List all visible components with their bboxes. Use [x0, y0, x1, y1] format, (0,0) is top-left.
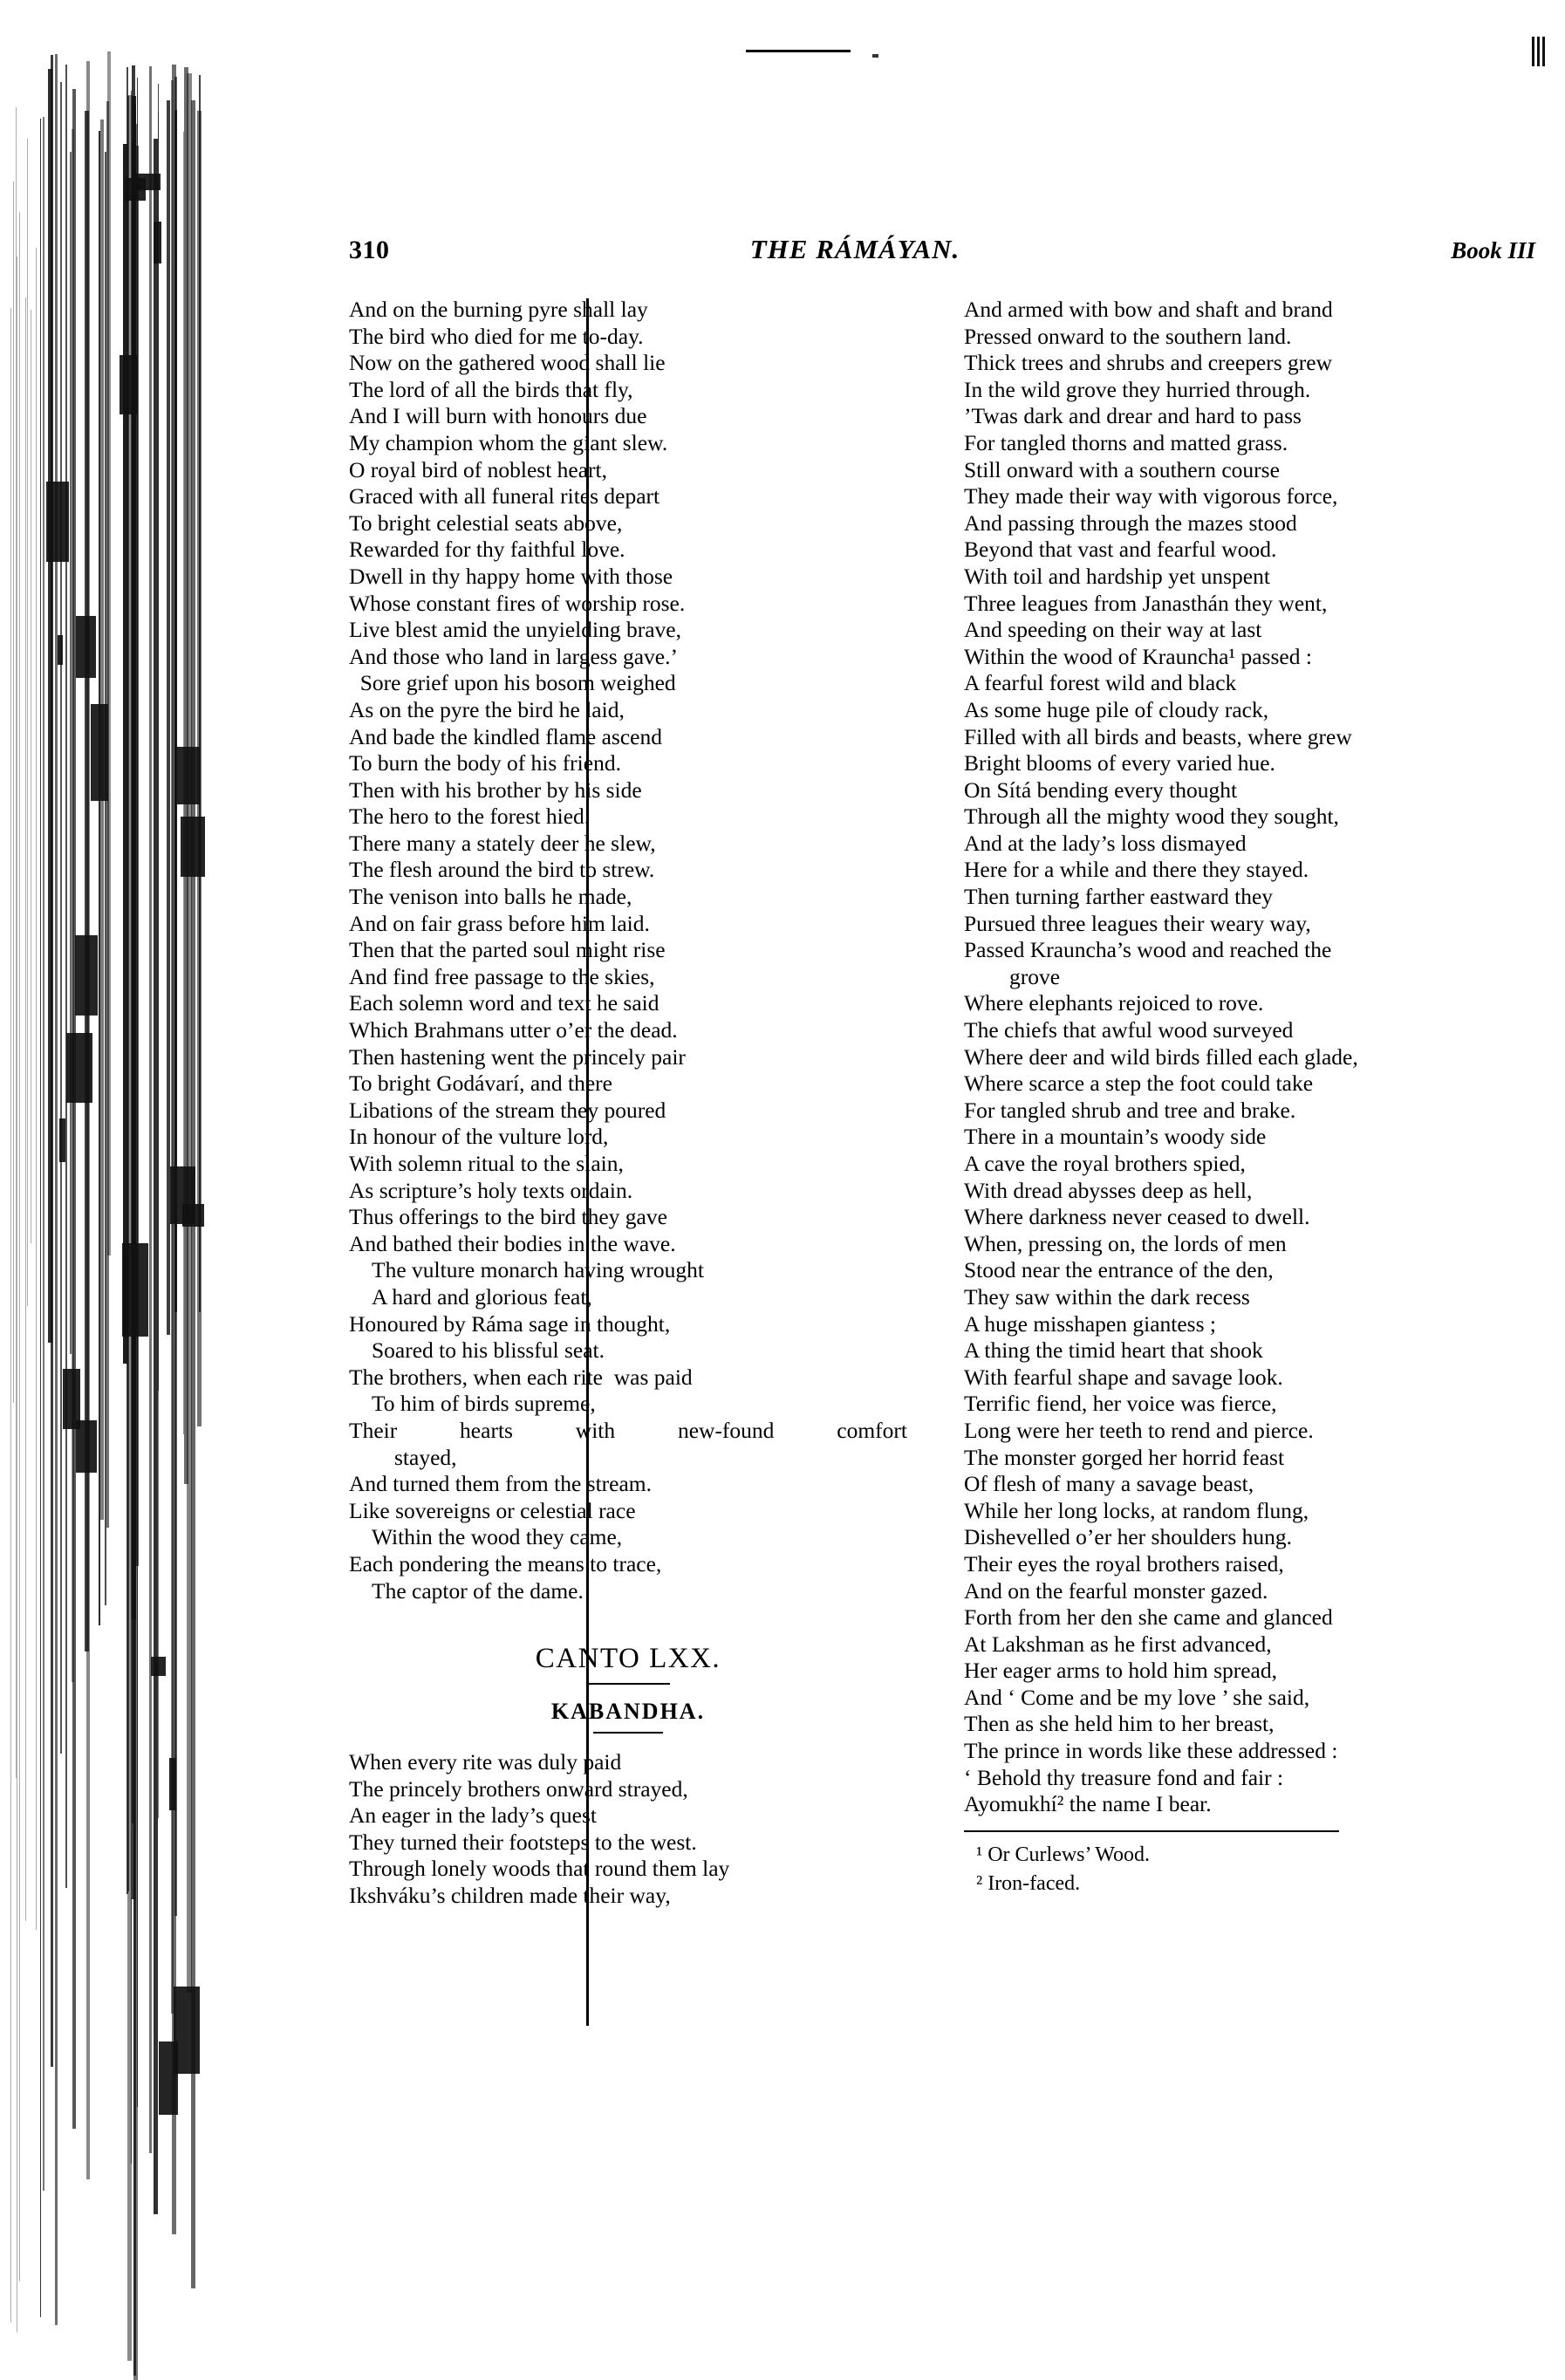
verse-line: For tangled thorns and matted grass. — [964, 429, 1288, 455]
verse-line: With dread abysses deep as hell, — [964, 1177, 1253, 1203]
verse-line: ‘ Behold thy treasure fond and fair : — [964, 1764, 1284, 1790]
verse-line: Sore grief upon his bosom weighed — [349, 670, 676, 696]
verse-line: While her long locks, at random flung, — [964, 1497, 1309, 1523]
verse-group-indented — [349, 1578, 907, 1605]
verse-line: Of flesh of many a savage beast, — [964, 1471, 1254, 1497]
verse-line: As some huge pile of cloudy rack, — [964, 696, 1269, 722]
running-title: THE RÁMÁYAN. — [749, 234, 960, 264]
verse-line: The chiefs that awful wood surveyed — [964, 1017, 1294, 1043]
verse-line: For tangled shrub and tree and brake. — [964, 1097, 1296, 1123]
verse-line: In the wild grove they hurried through. — [964, 376, 1311, 402]
verse-line: Their eyes the royal brothers raised, — [964, 1550, 1284, 1576]
verse-group-indented — [349, 1524, 907, 1551]
verse-line: There in a mountain’s woody side — [964, 1124, 1267, 1150]
verse-line: The princely brothers onward strayed, — [349, 1775, 688, 1802]
verse-line: And I will burn with honours due — [349, 403, 647, 429]
verse-line: To bright Godávarí, and there — [349, 1070, 612, 1097]
verse-line: The lord of all the birds that fly, — [349, 376, 633, 402]
verse-line: In honour of the vulture lord, — [349, 1124, 609, 1150]
verse-line: grove — [1009, 963, 1061, 989]
verse-line: A huge misshapen giantess ; — [964, 1310, 1216, 1337]
verse-group — [964, 990, 1544, 1817]
verse-line: And turned them from the stream. — [349, 1471, 652, 1497]
verse-line: Then that the parted soul might rise — [349, 937, 666, 963]
verse-line: And ‘ Come and be my love ’ she said, — [964, 1684, 1310, 1710]
verse-line: And those who land in largess gave.’ — [349, 643, 678, 669]
verse-line: A cave the royal brothers spied, — [964, 1151, 1246, 1176]
verse-line: Libations of the stream they poured — [349, 1097, 666, 1123]
verse-line: Her eager arms to hold him spread, — [964, 1658, 1278, 1684]
verse-line: Three leagues from Janasthán they went, — [964, 590, 1328, 616]
verse-line: Where deer and wild birds filled each glade, — [964, 1043, 1358, 1070]
verse-line: Honoured by Ráma sage in thought, — [349, 1310, 671, 1337]
canto-heading-block — [349, 1643, 907, 1734]
verse-line: Ayomukhí² the name I bear. — [964, 1791, 1212, 1817]
verse-line: And passing through the mazes stood — [964, 510, 1297, 536]
verse-line: Then with his brother by his side — [349, 776, 642, 803]
verse-line: They saw within the dark recess — [964, 1283, 1250, 1310]
verse-line: Pursued three leagues their weary way, — [964, 910, 1311, 936]
verse-line: Where darkness never ceased to dwell. — [964, 1204, 1310, 1230]
verse-line: Thick trees and shrubs and creepers grew — [964, 350, 1332, 376]
column-left — [349, 297, 907, 1910]
verse-line: ’Twas dark and drear and hard to pass — [964, 403, 1302, 429]
verse-line: Still onward with a southern course — [964, 456, 1280, 482]
verse-line: Whose constant fires of worship rose. — [349, 590, 686, 616]
verse-group — [349, 1311, 907, 1338]
verse-line: The venison into balls he made, — [349, 884, 632, 910]
verse-line: Through all the mighty wood they sought, — [964, 804, 1339, 830]
verse-group — [349, 1364, 907, 1392]
verse-group — [964, 297, 1544, 964]
verse-line: Where scarce a step the foot could take — [964, 1070, 1314, 1097]
verse-line: Which Brahmans utter o’er the dead. — [349, 1017, 678, 1043]
verse-group — [349, 1749, 907, 1910]
verse-line: stayed, — [394, 1444, 457, 1470]
verse-line: A fearful forest wild and black — [964, 670, 1237, 696]
verse-line: Then as she held him to her breast, — [964, 1711, 1275, 1737]
verse-line: Live blest amid the unyielding brave, — [349, 617, 681, 643]
verse-line: The vulture monarch having wrought — [372, 1257, 704, 1283]
verse-line: To him of birds supreme, — [372, 1391, 596, 1417]
verse-block-canto — [349, 1749, 907, 1910]
verse-line: Then turning farther eastward they — [964, 884, 1274, 910]
verse-line: Filled with all birds and beasts, where grew — [964, 723, 1352, 749]
verse-block-left — [349, 297, 907, 1604]
verse-line: At Lakshman as he first advanced, — [964, 1631, 1272, 1657]
verse-line: Passed Krauncha’s wood and reached the — [964, 937, 1332, 963]
verse-line: Like sovereigns or celestial race — [349, 1497, 636, 1523]
verse-line: Through lonely woods that round them lay — [349, 1856, 730, 1882]
verse-line: Ikshváku’s children made their way, — [349, 1883, 671, 1909]
verse-line: As on the pyre the bird he laid, — [349, 696, 625, 722]
footnote-separator — [964, 1830, 1339, 1832]
verse-group — [349, 297, 907, 1257]
verse-line: Dwell in thy happy home with those — [349, 563, 673, 589]
verse-line: And find free passage to the skies, — [349, 963, 655, 989]
verse-line: And bathed their bodies in the wave. — [349, 1230, 676, 1256]
verse-line: With toil and hardship yet unspent — [964, 563, 1270, 589]
verse-line: Each solemn word and text he said — [349, 990, 659, 1016]
verse-line: Then hastening went the princely pair — [349, 1043, 686, 1070]
verse-line: The monster gorged her horrid feast — [964, 1444, 1285, 1470]
verse-line: And speeding on their way at last — [964, 617, 1262, 643]
footnote-item: ¹ Or Curlews’ Wood. — [976, 1843, 1151, 1866]
verse-line: Forth from her den she came and glanced — [964, 1604, 1333, 1631]
verse-line: Now on the gathered wood shall lie — [349, 350, 666, 376]
verse-line: Long were her teeth to rend and pierce. — [964, 1417, 1314, 1443]
verse-line: A thing the timid heart that shook — [964, 1337, 1263, 1364]
verse-line: A hard and glorious feat, — [372, 1283, 592, 1310]
verse-line: Their hearts with new-found comfort — [349, 1417, 907, 1443]
verse-line: Each pondering the means to trace, — [349, 1550, 662, 1576]
canto-rule — [586, 1683, 670, 1685]
verse-block-right — [964, 297, 1544, 1818]
verse-line: The flesh around the bird to strew. — [349, 857, 655, 883]
verse-line: To burn the body of his friend. — [349, 750, 621, 776]
verse-group — [349, 1418, 907, 1445]
page-number: 310 — [349, 236, 390, 264]
verse-group — [349, 1551, 907, 1578]
verse-line: There many a stately deer he slew, — [349, 830, 656, 856]
verse-line: Soared to his blissful seat. — [372, 1337, 605, 1364]
verse-line: The captor of the dame. — [372, 1577, 584, 1604]
canto-subtitle-rule — [593, 1732, 663, 1734]
footnote-item: ² Iron-faced. — [976, 1871, 1081, 1895]
verse-line: They made their way with vigorous force, — [964, 483, 1338, 510]
verse-line: When, pressing on, the lords of men — [964, 1230, 1287, 1256]
verse-line: Dishevelled o’er her shoulders hung. — [964, 1524, 1293, 1550]
verse-line: On Sítá bending every thought — [964, 776, 1238, 803]
verse-line: An eager in the lady’s quest — [349, 1802, 597, 1829]
verse-line: My champion whom the giant slew. — [349, 429, 668, 455]
verse-line: Rewarded for thy faithful love. — [349, 537, 625, 563]
verse-group — [349, 1471, 907, 1524]
verse-group-indented — [349, 1337, 907, 1364]
verse-group-indented — [349, 1445, 907, 1472]
verse-line: Terrific fiend, her voice was fierce, — [964, 1391, 1277, 1417]
verse-line: With fearful shape and savage look. — [964, 1364, 1283, 1390]
verse-line: And on fair grass before him laid. — [349, 910, 650, 936]
verse-line: As scripture’s holy texts ordain. — [349, 1177, 633, 1203]
verse-line: And armed with bow and shaft and brand — [964, 297, 1333, 322]
footnote-block — [964, 1841, 1544, 1898]
column-right — [964, 297, 1544, 1898]
verse-line: They turned their footsteps to the west. — [349, 1829, 697, 1855]
verse-line: And at the lady’s loss dismayed — [964, 830, 1247, 856]
verse-line: Here for a while and there they stayed. — [964, 857, 1309, 883]
verse-line: Within the wood they came, — [372, 1524, 623, 1550]
page-header — [349, 234, 1535, 269]
verse-line: Beyond that vast and fearful wood. — [964, 537, 1277, 563]
verse-line: Stood near the entrance of the den, — [964, 1257, 1274, 1283]
verse-line: Graced with all funeral rites depart — [349, 483, 660, 510]
verse-line: To bright celestial seats above, — [349, 510, 623, 536]
book-number: Book III — [1451, 237, 1535, 263]
canto-title: CANTO LXX. — [535, 1643, 721, 1675]
verse-line: Bright blooms of every varied hue. — [964, 750, 1275, 776]
verse-line: Where elephants rejoiced to rove. — [964, 990, 1264, 1016]
verse-line: When every rite was duly paid — [349, 1749, 622, 1775]
canto-subtitle: KABANDHA. — [550, 1699, 706, 1725]
verse-line: And on the burning pyre shall lay — [349, 297, 648, 322]
verse-group-indented — [964, 964, 1544, 991]
verse-line: The brothers, when each rite was paid — [349, 1364, 693, 1390]
verse-line: O royal bird of noblest heart, — [349, 456, 608, 482]
verse-line: Pressed onward to the southern land. — [964, 323, 1292, 349]
verse-group-indented — [349, 1257, 907, 1310]
verse-line: With solemn ritual to the slain, — [349, 1151, 624, 1176]
verse-line: And on the fearful monster gazed. — [964, 1577, 1268, 1604]
verse-line: The hero to the forest hied. — [349, 804, 591, 830]
verse-line: The prince in words like these addressed : — [964, 1738, 1338, 1764]
verse-line: And bade the kindled flame ascend — [349, 723, 662, 749]
verse-line: Thus offerings to the bird they gave — [349, 1204, 667, 1230]
verse-group-indented — [349, 1391, 907, 1418]
verse-line: Within the wood of Krauncha¹ passed : — [964, 643, 1312, 669]
verse-line: The bird who died for me to-day. — [349, 323, 644, 349]
